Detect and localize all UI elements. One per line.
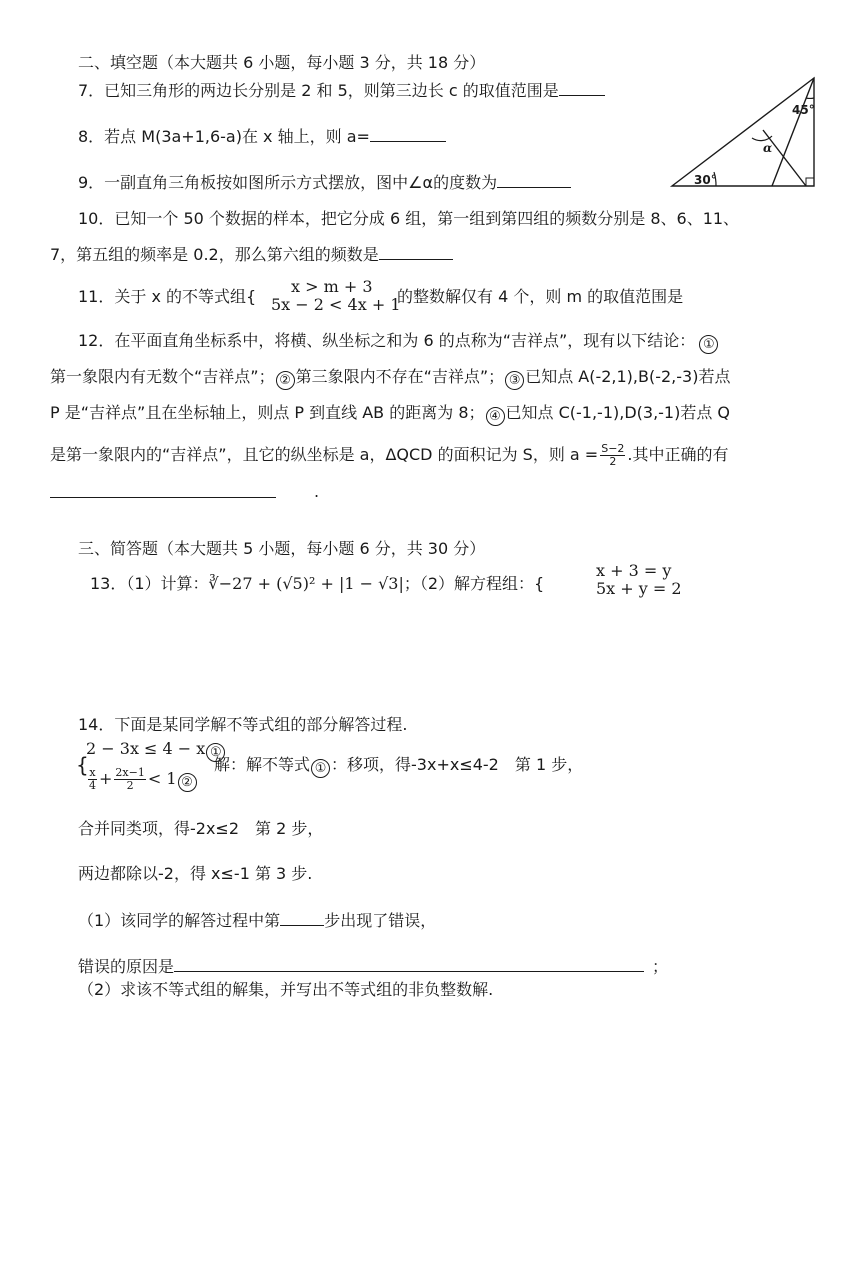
angle-30-label: 30° xyxy=(694,173,717,187)
answer-blank-14-reason[interactable] xyxy=(174,956,644,972)
circle-number-1: ① xyxy=(699,335,718,354)
answer-blank-7[interactable] xyxy=(559,80,605,96)
question-10-line-1: 10．已知一个 50 个数据的样本，把它分成 6 组，第一组到第四组的频数分别是 8、6、11、 xyxy=(78,209,740,228)
q14-plus: + xyxy=(99,769,113,788)
question-7 xyxy=(78,80,605,101)
question-11-prefix: 11．关于 x 的不等式组{ xyxy=(78,287,257,306)
q14-frac-2-den: 2 xyxy=(126,779,134,792)
question-12-end-dot: . xyxy=(314,482,320,501)
question-7-text: 7．已知三角形的两边长分别是 2 和 5，则第三边长 c 的取值范围是 xyxy=(78,81,559,100)
q13-equation-1: x + 3 = y xyxy=(596,561,672,580)
question-10-line-2 xyxy=(50,244,453,265)
q14-solution-step-3: 两边都除以-2，得 x≤-1 第 3 步. xyxy=(78,864,313,883)
question-12-line-1 xyxy=(78,331,719,354)
q14-solve-text-b: ：移项，得-3x+x≤4-2 第 1 步， xyxy=(331,755,584,774)
question-13 xyxy=(90,574,544,594)
circle-number-3: ③ xyxy=(505,371,524,390)
circle-number-4: ④ xyxy=(486,407,505,426)
q14-inequality-2 xyxy=(86,766,198,792)
answer-blank-9[interactable] xyxy=(497,172,571,188)
q12-frac-num: S−2 xyxy=(601,442,625,455)
q14-less-than: < 1 xyxy=(147,769,177,788)
question-14-title: 14．下面是某同学解不等式组的部分解答过程. xyxy=(78,715,408,734)
q14-solution-step-2: 合并同类项，得-2x≤2 第 2 步， xyxy=(78,819,324,838)
question-13-part-2: ；（2）解方程组：{ xyxy=(403,574,545,593)
question-11-system xyxy=(271,278,401,314)
section-2-heading: 二、填空题（本大题共 6 小题，每小题 3 分，共 18 分） xyxy=(78,53,486,72)
question-12-text-4a: 是第一象限内的“吉祥点”，且它的纵坐标是 a，ΔQCD 的面积记为 S，则 a = xyxy=(50,445,599,464)
q14-circle-2: ② xyxy=(178,773,197,792)
q12-fraction xyxy=(600,443,625,468)
q14-circle-1: ① xyxy=(206,743,225,762)
question-12-text-3b: 已知点 C(-1,-1),D(3,-1)若点 Q xyxy=(505,403,731,422)
q14-part-1-text-b: 步出现了错误， xyxy=(324,911,437,930)
q14-reason-label: 错误的原因是 xyxy=(78,957,175,976)
q14-brace-icon: { xyxy=(76,753,89,777)
question-9-text: 9．一副直角三角板按如图所示方式摆放，图中∠α的度数为 xyxy=(78,173,498,192)
question-12-answer-line xyxy=(50,482,276,503)
q14-frac-1-den: 4 xyxy=(89,779,96,792)
q14-circle-ref-1: ① xyxy=(311,759,330,778)
q11-inequality-1: x > m + 3 xyxy=(291,277,373,296)
question-12-text-1: 12．在平面直角坐标系中，将横、纵坐标之和为 6 的点称为“吉祥点”，现有以下结论： xyxy=(78,331,696,350)
question-13-part-1: 13．（1）计算： xyxy=(90,574,209,593)
q14-inequality-1 xyxy=(86,739,226,762)
q14-part-1-text-a: （1）该同学的解答过程中第 xyxy=(78,911,281,930)
question-8 xyxy=(78,126,446,147)
q14-frac-2 xyxy=(114,767,145,792)
alpha-label: α xyxy=(763,141,773,155)
answer-blank-14-step[interactable] xyxy=(280,910,324,926)
question-10-text: 7，第五组的频率是 0.2，那么第六组的频数是 xyxy=(50,245,379,264)
question-12-text-4b: .其中正确的有 xyxy=(627,445,729,464)
answer-blank-10[interactable] xyxy=(379,244,453,260)
circle-number-2: ② xyxy=(276,371,295,390)
question-12-text-2a: 第一象限内有无数个“吉祥点”； xyxy=(50,367,275,386)
question-12-text-2b: 第三象限内不存在“吉祥点”； xyxy=(295,367,505,386)
q13-equation-system xyxy=(596,562,682,598)
q13-expression: ∛−27 + (√5)² + |1 − √3| xyxy=(208,574,404,593)
q13-equation-2: 5x + y = 2 xyxy=(596,579,682,598)
q14-frac-1-num: x xyxy=(89,766,96,779)
q14-reason-end: ； xyxy=(652,957,669,976)
question-9 xyxy=(78,172,571,193)
question-12-line-4 xyxy=(50,443,729,468)
section-3-heading: 三、简答题（本大题共 5 小题，每小题 6 分，共 30 分） xyxy=(78,539,486,558)
answer-blank-8[interactable] xyxy=(370,126,446,142)
q14-frac-2-num: 2x−1 xyxy=(115,766,145,779)
q14-solution-step-1 xyxy=(214,755,583,778)
q14-part-1 xyxy=(78,910,436,931)
question-12-text-3a: P 是“吉祥点”且在坐标轴上，则点 P 到直线 AB 的距离为 8； xyxy=(50,403,485,422)
q14-inequality-1-text: 2 − 3x ≤ 4 − x xyxy=(86,739,206,758)
angle-45-label: 45° xyxy=(792,103,815,117)
answer-blank-12[interactable] xyxy=(50,482,276,498)
q14-solve-text-a: 解：解不等式 xyxy=(214,755,311,774)
q14-error-reason xyxy=(78,956,668,977)
question-12-line-2 xyxy=(50,367,730,390)
q14-frac-1 xyxy=(88,767,97,792)
q11-inequality-2: 5x − 2 < 4x + 1 xyxy=(271,295,401,314)
q12-frac-den: 2 xyxy=(609,455,617,468)
question-12-line-3 xyxy=(50,403,730,426)
triangle-ruler-figure xyxy=(668,76,820,190)
question-12-text-2c: 已知点 A(-2,1),B(-2,-3)若点 xyxy=(525,367,731,386)
q14-part-2: （2）求该不等式组的解集，并写出不等式组的非负整数解. xyxy=(78,980,494,999)
question-11-suffix: 的整数解仅有 4 个，则 m 的取值范围是 xyxy=(397,287,684,306)
question-8-text: 8．若点 M(3a+1,6-a)在 x 轴上，则 a= xyxy=(78,127,370,146)
